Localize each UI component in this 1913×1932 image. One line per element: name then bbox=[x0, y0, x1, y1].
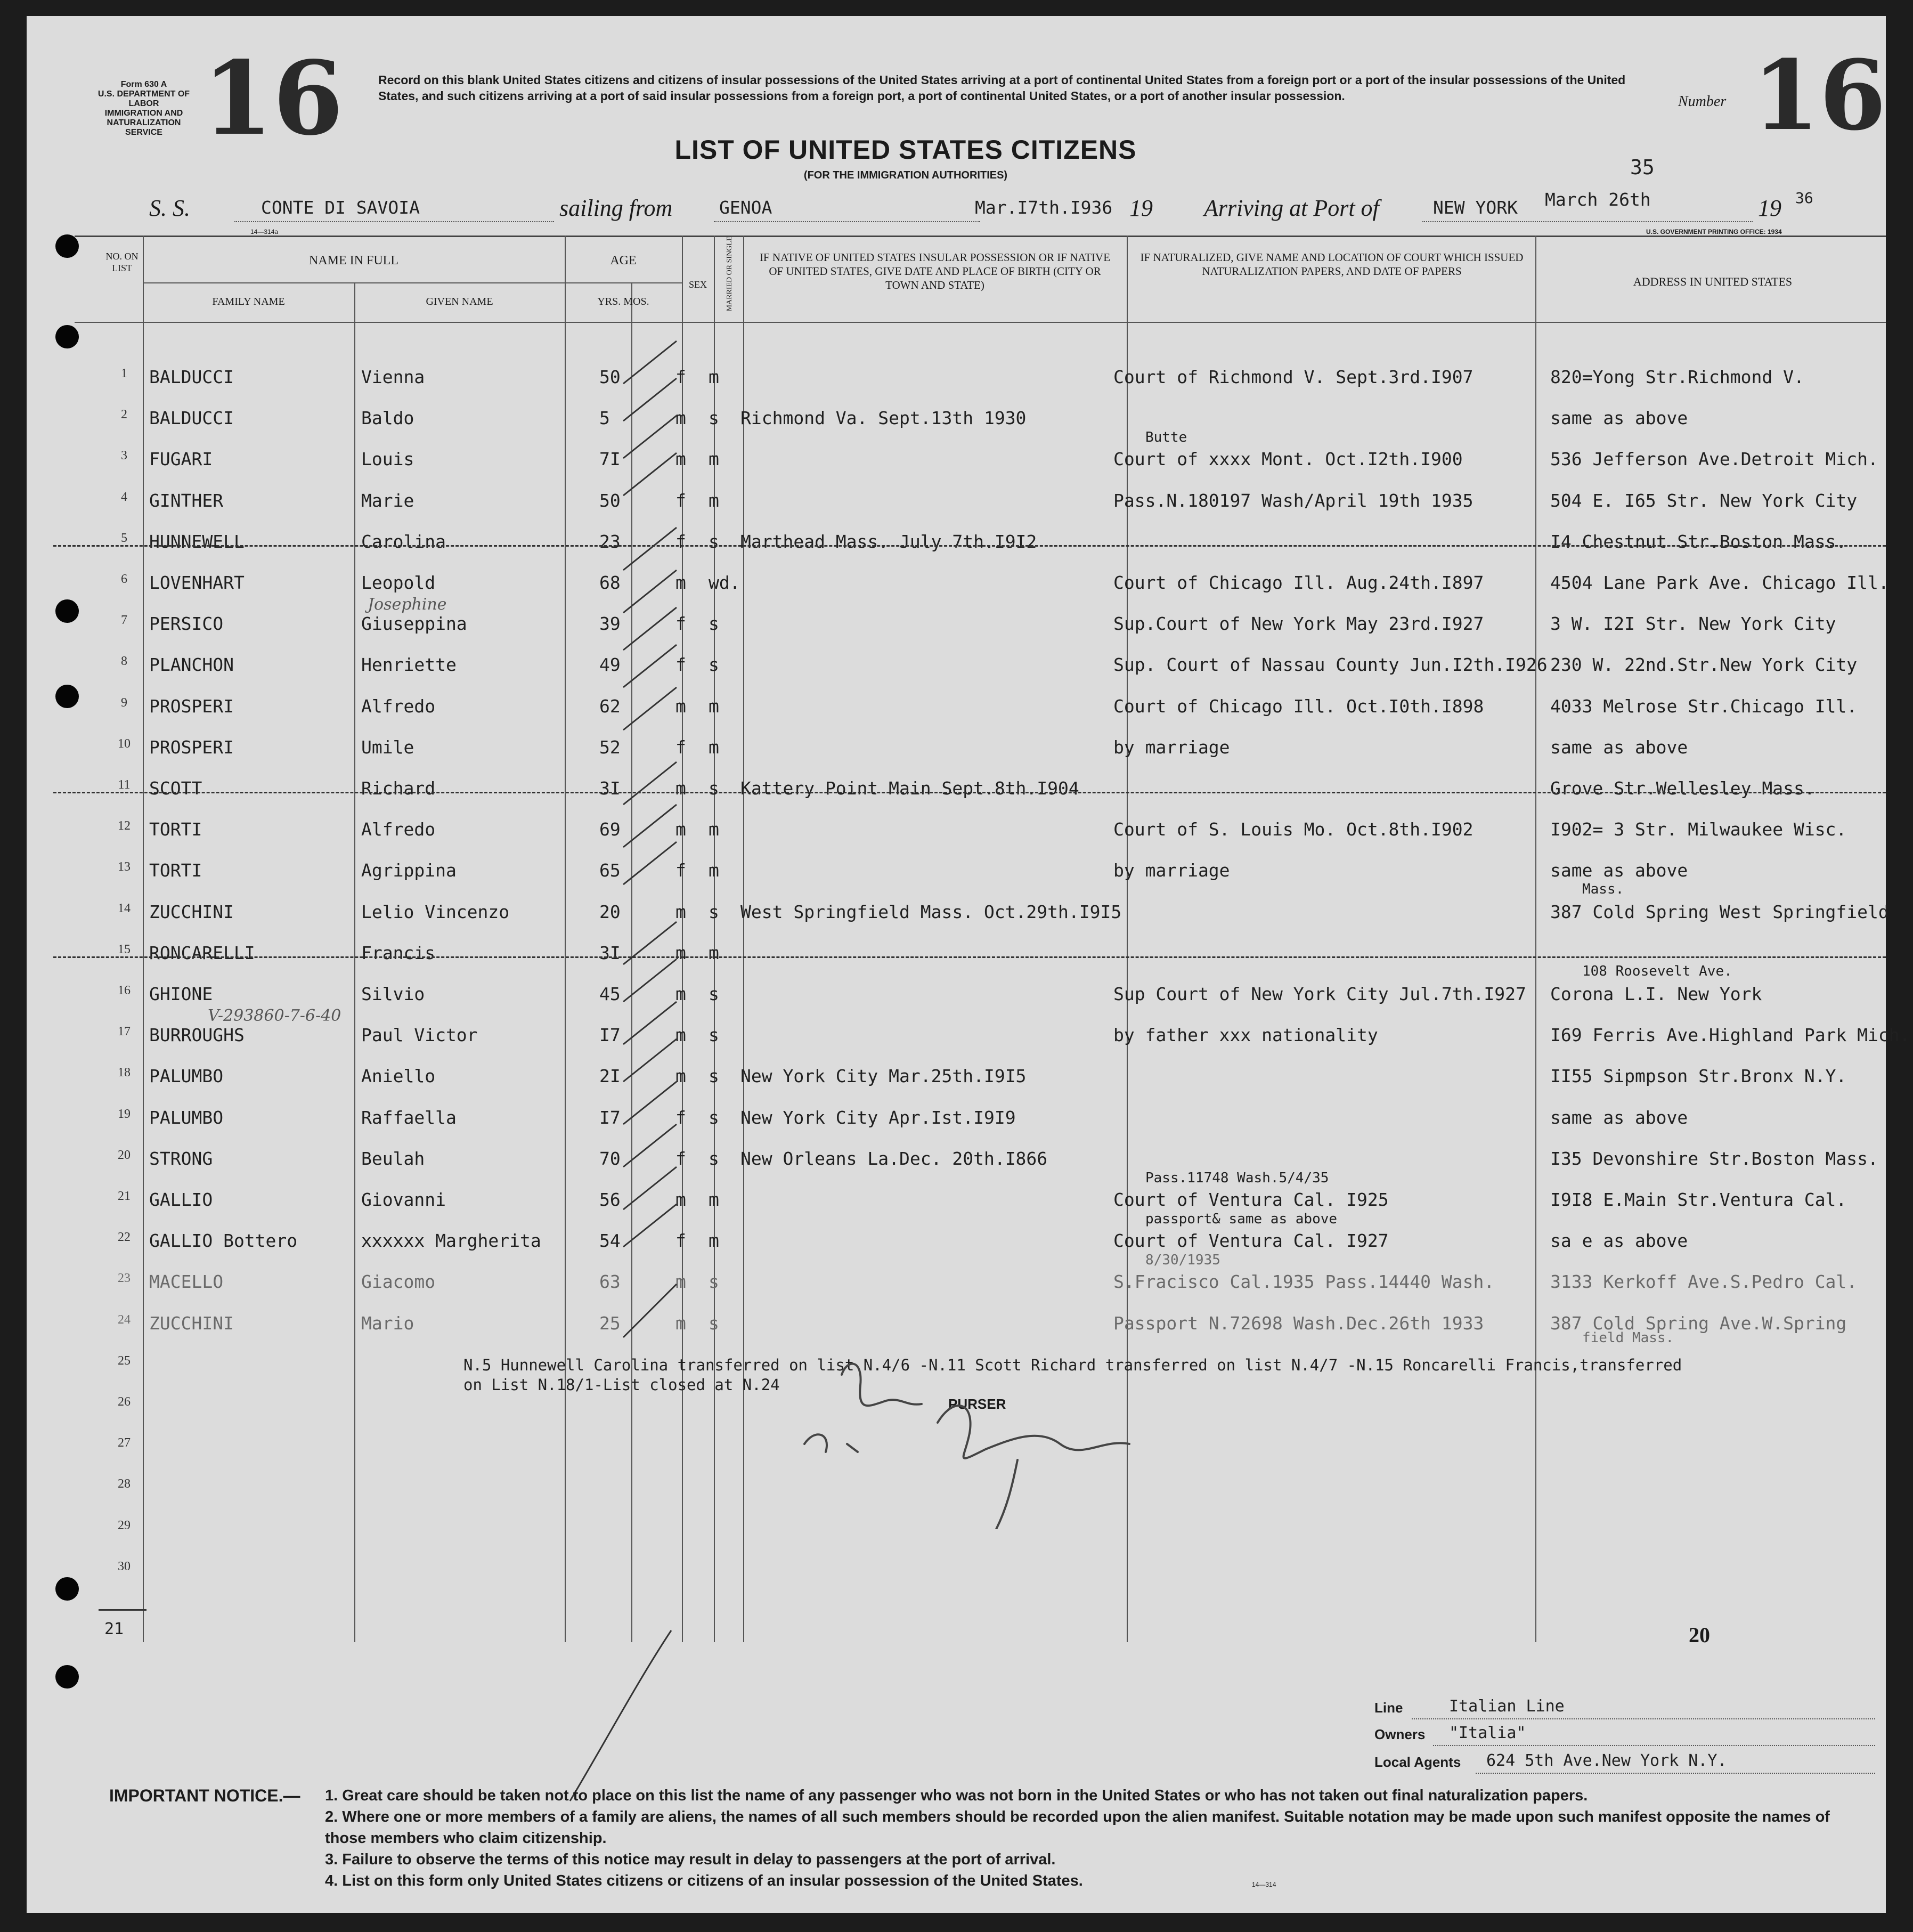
sex: m bbox=[675, 695, 686, 717]
given-name: Baldo bbox=[361, 408, 414, 429]
binder-hole bbox=[55, 685, 79, 708]
given-name: Paul Victor bbox=[361, 1025, 478, 1046]
port-to: NEW YORK bbox=[1433, 197, 1518, 218]
sex: m bbox=[675, 984, 686, 1004]
given-name: Alfredo bbox=[361, 819, 436, 840]
ship-name: CONTE DI SAVOIA bbox=[261, 197, 420, 218]
married-single: m bbox=[709, 490, 719, 511]
col-yrs-mos: YRS. MOS. bbox=[597, 296, 649, 307]
sex: m bbox=[675, 1271, 686, 1293]
address: 3 W. I2I Str. New York City bbox=[1550, 613, 1836, 635]
col-family-name: FAMILY NAME bbox=[212, 296, 285, 307]
row-number: 14 bbox=[118, 901, 131, 915]
given-name: Agrippina bbox=[361, 860, 457, 881]
count-right: 20 bbox=[1689, 1623, 1710, 1647]
row-number: 5 bbox=[121, 531, 127, 545]
address: same as above bbox=[1550, 1107, 1688, 1128]
address: 387 Cold Spring Ave.W.Spring bbox=[1550, 1312, 1847, 1334]
naturalization: Sup.Court of New York May 23rd.I927 bbox=[1113, 613, 1484, 635]
address: 387 Cold Spring West Springfield bbox=[1550, 901, 1889, 922]
table-row bbox=[27, 737, 1886, 776]
binder-hole bbox=[55, 1665, 79, 1689]
row-number: 1 bbox=[121, 367, 127, 380]
department: U.S. DEPARTMENT OF LABOR bbox=[97, 90, 190, 108]
col-married: MARRIED OR SINGLE bbox=[726, 236, 734, 312]
long-check-stroke bbox=[559, 1625, 687, 1806]
given-name: Carolina bbox=[361, 531, 446, 552]
family-name: PALUMBO bbox=[149, 1107, 224, 1128]
row-number: 29 bbox=[118, 1518, 131, 1532]
family-name: TORTI bbox=[149, 860, 202, 881]
purser-label: PURSER bbox=[948, 1396, 1006, 1412]
age: 70 bbox=[599, 1148, 621, 1169]
row-number: 9 bbox=[121, 695, 127, 710]
married-single: s bbox=[709, 901, 719, 922]
age: 68 bbox=[599, 572, 621, 593]
date-to: March 26th bbox=[1545, 189, 1651, 210]
sex: m bbox=[675, 1312, 686, 1334]
family-name: MACELLO bbox=[149, 1271, 224, 1293]
given-name: Richard bbox=[361, 778, 436, 799]
married-single: s bbox=[709, 654, 719, 676]
sex: m bbox=[675, 778, 686, 799]
address-note: Mass. bbox=[1582, 881, 1624, 897]
sex: f bbox=[675, 1107, 686, 1128]
address-note: 108 Roosevelt Ave. bbox=[1582, 963, 1732, 979]
notice-heading: IMPORTANT NOTICE.— bbox=[109, 1786, 300, 1805]
row-number: 15 bbox=[118, 942, 131, 956]
married-single: m bbox=[709, 695, 719, 717]
age: 49 bbox=[599, 654, 621, 676]
closing-note-line-2: on List N.18/1-List closed at N.24 bbox=[463, 1376, 780, 1394]
col-naturalized: IF NATURALIZED, GIVE NAME AND LOCATION OF COURT WHICH ISSUED NATURALIZATION PAPERS, AND DATE OF PAPERS bbox=[1140, 251, 1524, 278]
col-name-in-full: NAME IN FULL bbox=[309, 254, 398, 267]
family-name: BALDUCCI bbox=[149, 408, 234, 429]
col-no: NO. ON LIST bbox=[105, 251, 139, 273]
sex: m bbox=[675, 572, 686, 593]
col-sex: SEX bbox=[688, 279, 707, 290]
sex: m bbox=[675, 901, 686, 922]
given-name: Leopold bbox=[361, 572, 436, 593]
married-single: s bbox=[709, 1148, 719, 1169]
row-number: 22 bbox=[118, 1230, 131, 1245]
married-single: s bbox=[709, 1312, 719, 1334]
age: 50 bbox=[599, 367, 621, 387]
strike-through-line bbox=[53, 792, 1886, 793]
birth-place: Richmond Va. Sept.13th 1930 bbox=[740, 408, 1027, 429]
given-name: Umile bbox=[361, 736, 414, 758]
naturalization-note: passport& same as above bbox=[1145, 1211, 1338, 1228]
notice-item-4: 4. List on this form only United States citizens or citizens of an insular possession of the United States. bbox=[325, 1872, 1083, 1889]
row-number: 21 bbox=[118, 1189, 131, 1203]
naturalization: Court of Ventura Cal. I927 bbox=[1113, 1230, 1389, 1252]
age: 7I bbox=[599, 449, 621, 470]
family-name: HUNNEWELL bbox=[149, 531, 245, 552]
table-row bbox=[27, 595, 1886, 653]
sex: m bbox=[675, 1025, 686, 1046]
married-single: m bbox=[709, 1189, 719, 1210]
family-name: GHIONE bbox=[149, 984, 213, 1004]
address: I4 Chestnut Str.Boston Mass. bbox=[1550, 531, 1847, 552]
page-title: LIST OF UNITED STATES CITIZENS bbox=[674, 135, 1137, 165]
ss-label: S. S. bbox=[149, 195, 190, 221]
naturalization: Court of Chicago Ill. Oct.I0th.I898 bbox=[1113, 695, 1484, 717]
age: 45 bbox=[599, 984, 621, 1004]
birth-place: Marthead Mass. July 7th.I9I2 bbox=[740, 531, 1037, 552]
family-name-note: V-293860-7-6-40 bbox=[208, 1006, 341, 1026]
given-name: Giacomo bbox=[361, 1271, 436, 1293]
row-number: 24 bbox=[118, 1312, 131, 1327]
family-name: PLANCHON bbox=[149, 654, 234, 676]
naturalization: by marriage bbox=[1113, 736, 1230, 758]
naturalization: Passport N.72698 Wash.Dec.26th 1933 bbox=[1113, 1312, 1484, 1334]
birth-place: New York City Apr.Ist.I9I9 bbox=[740, 1107, 1016, 1128]
family-name: STRONG bbox=[149, 1148, 213, 1169]
closing-note-line-1: N.5 Hunnewell Carolina transferred on list N.4/6 -N.11 Scott Richard transferred on list N.4/7 -N.15 Roncarelli Francis,transferred bbox=[463, 1356, 1682, 1374]
married-single: s bbox=[709, 531, 719, 552]
binder-hole bbox=[55, 234, 79, 258]
address-continued: field Mass. bbox=[1582, 1329, 1674, 1346]
row-number: 3 bbox=[121, 449, 127, 463]
row-number: 13 bbox=[118, 860, 131, 874]
given-name: Beulah bbox=[361, 1148, 425, 1169]
row-number: 20 bbox=[118, 1148, 131, 1162]
married-single: s bbox=[709, 778, 719, 799]
naturalization: Court of Ventura Cal. I925 bbox=[1113, 1189, 1389, 1210]
row-number: 8 bbox=[121, 654, 127, 669]
notice-item-2: 2. Where one or more members of a family are aliens, the names of all such members should be recorded upon the alien manifest. Suitable notation may be made upon such manifest opposite the names of those members who claim citizenship. bbox=[325, 1808, 1830, 1847]
sex: m bbox=[675, 408, 686, 429]
table-row bbox=[27, 531, 1886, 571]
married-single: m bbox=[709, 736, 719, 758]
address: same as above bbox=[1550, 408, 1688, 429]
given-name: Mario bbox=[361, 1312, 414, 1334]
birth-place: New Orleans La.Dec. 20th.I866 bbox=[740, 1148, 1048, 1169]
strike-through-line bbox=[53, 545, 1886, 547]
sex: f bbox=[675, 654, 686, 676]
age: 20 bbox=[599, 901, 621, 922]
age: 56 bbox=[599, 1189, 621, 1210]
row-number: 16 bbox=[118, 984, 131, 997]
sex: f bbox=[675, 1148, 686, 1169]
arriving-label: Arriving at Port of bbox=[1204, 195, 1379, 221]
col-address: ADDRESS IN UNITED STATES bbox=[1633, 275, 1793, 288]
birth-place: New York City Mar.25th.I9I5 bbox=[740, 1066, 1027, 1087]
age: 52 bbox=[599, 736, 621, 758]
row-number: 26 bbox=[118, 1395, 131, 1409]
row-number: 25 bbox=[118, 1353, 131, 1368]
age: 23 bbox=[599, 531, 621, 552]
address: Grove Str.Wellesley Mass. bbox=[1550, 778, 1815, 799]
address: 230 W. 22nd.Str.New York City bbox=[1550, 654, 1858, 676]
married-single: m bbox=[709, 367, 719, 387]
sex: m bbox=[675, 449, 686, 470]
table-row bbox=[27, 367, 1886, 406]
naturalization: Court of Richmond V. Sept.3rd.I907 bbox=[1113, 367, 1474, 387]
page-mark: 35 bbox=[1630, 156, 1655, 179]
notice-item-1: 1. Great care should be taken not to place on this list the name of any passenger who was not born in the United States or who has not taken out final naturalization papers. bbox=[325, 1787, 1588, 1804]
address: II55 Sipmpson Str.Bronx N.Y. bbox=[1550, 1066, 1847, 1087]
address: I902= 3 Str. Milwaukee Wisc. bbox=[1550, 819, 1847, 840]
address: Corona L.I. New York bbox=[1550, 984, 1762, 1004]
married-single: m bbox=[709, 860, 719, 881]
notice-item-3: 3. Failure to observe the terms of this notice may result in delay to passengers at the port of arrival. bbox=[325, 1851, 1056, 1868]
address: 504 E. I65 Str. New York City bbox=[1550, 490, 1858, 511]
manifest-sheet bbox=[27, 16, 1910, 1913]
given-name: xxxxxx Margherita bbox=[361, 1230, 541, 1252]
table-row bbox=[27, 1006, 1910, 1064]
check-marks bbox=[613, 325, 740, 1369]
married-single: s bbox=[709, 1066, 719, 1087]
family-name: RONCARELLI bbox=[149, 942, 255, 963]
agents-value: 624 5th Ave.New York N.Y. bbox=[1486, 1751, 1727, 1770]
year-label-1: 19 bbox=[1129, 195, 1153, 221]
table-row bbox=[27, 1066, 1886, 1105]
given-name-note: Josephine bbox=[368, 595, 447, 614]
table-row bbox=[27, 778, 1886, 817]
line-value: Italian Line bbox=[1449, 1697, 1565, 1716]
married-single: m bbox=[709, 449, 719, 470]
table-row bbox=[27, 1148, 1886, 1188]
row-number: 6 bbox=[121, 572, 127, 586]
address: sa e as above bbox=[1550, 1230, 1688, 1252]
table-row bbox=[27, 1560, 1886, 1599]
family-name: PROSPERI bbox=[149, 695, 234, 717]
family-name: LOVENHART bbox=[149, 572, 245, 593]
birth-place: Kattery Point Main Sept.8th.I904 bbox=[740, 778, 1079, 799]
given-name: Lelio Vincenzo bbox=[361, 901, 510, 922]
table-row bbox=[27, 1170, 1886, 1229]
given-name: Giuseppina bbox=[361, 613, 467, 635]
age: 65 bbox=[599, 860, 621, 881]
year-value-2: 36 bbox=[1795, 189, 1813, 207]
age: 69 bbox=[599, 819, 621, 840]
given-name: Henriette bbox=[361, 654, 457, 676]
family-name: GALLIO Bottero bbox=[149, 1230, 298, 1252]
sex: f bbox=[675, 613, 686, 635]
naturalization: Sup Court of New York City Jul.7th.I927 bbox=[1113, 984, 1526, 1004]
service-line-1: IMMIGRATION AND bbox=[104, 109, 183, 118]
family-name: FUGARI bbox=[149, 449, 213, 470]
address: 4033 Melrose Str.Chicago Ill. bbox=[1550, 695, 1858, 717]
age: I7 bbox=[599, 1107, 621, 1128]
family-name: ZUCCHINI bbox=[149, 901, 234, 922]
married-single: m bbox=[709, 1230, 719, 1252]
binder-hole bbox=[55, 1577, 79, 1601]
sex: f bbox=[675, 860, 686, 881]
sex: m bbox=[675, 1066, 686, 1087]
printer-imprint: U.S. GOVERNMENT PRINTING OFFICE: 1934 bbox=[1646, 228, 1782, 236]
family-name: GINTHER bbox=[149, 490, 224, 511]
address: same as above bbox=[1550, 736, 1688, 758]
naturalization: Court of Chicago Ill. Aug.24th.I897 bbox=[1113, 572, 1484, 593]
table-row bbox=[27, 1252, 1886, 1311]
owners-value: "Italia" bbox=[1449, 1724, 1526, 1742]
age: 2I bbox=[599, 1066, 621, 1087]
address: 4504 Lane Park Ave. Chicago Ill. bbox=[1550, 572, 1889, 593]
address: 3133 Kerkoff Ave.S.Pedro Cal. bbox=[1550, 1271, 1858, 1293]
married-single: m bbox=[709, 819, 719, 840]
age: 54 bbox=[599, 1230, 621, 1252]
form-id-block bbox=[96, 80, 192, 137]
table-row bbox=[27, 408, 1886, 447]
given-name: Marie bbox=[361, 490, 414, 511]
birth-place: West Springfield Mass. Oct.29th.I9I5 bbox=[740, 901, 1122, 922]
page-subtitle: (FOR THE IMMIGRATION AUTHORITIES) bbox=[803, 169, 1008, 181]
naturalization-note: 8/30/1935 bbox=[1145, 1252, 1220, 1269]
age: 39 bbox=[599, 613, 621, 635]
number-label: Number bbox=[1678, 93, 1727, 110]
age: 50 bbox=[599, 490, 621, 511]
table-row bbox=[27, 1211, 1886, 1270]
family-name: PALUMBO bbox=[149, 1066, 224, 1087]
col-age: AGE bbox=[610, 254, 637, 267]
age: 62 bbox=[599, 695, 621, 717]
form-id: Form 630 A bbox=[120, 80, 167, 89]
naturalization: S.Fracisco Cal.1935 Pass.14440 Wash. bbox=[1113, 1271, 1495, 1293]
col-given-name: GIVEN NAME bbox=[426, 296, 493, 307]
col-native-birth: IF NATIVE OF UNITED STATES INSULAR POSSESSION OR IF NATIVE OF UNITED STATES, GIVE DATE AND PLACE OF BIRTH (CITY OR TOWN AND STATE) bbox=[759, 251, 1111, 291]
count-left: 21 bbox=[104, 1620, 124, 1638]
printer-code: 14—314a bbox=[250, 228, 279, 236]
age: 63 bbox=[599, 1271, 621, 1293]
table-row bbox=[27, 819, 1886, 858]
address: I9I8 E.Main Str.Ventura Cal. bbox=[1550, 1189, 1847, 1210]
address: I35 Devonshire Str.Boston Mass. bbox=[1550, 1148, 1878, 1169]
notice-code: 14—314 bbox=[1252, 1881, 1276, 1888]
address: 536 Jefferson Ave.Detroit Mich. bbox=[1550, 449, 1878, 470]
family-name: GALLIO bbox=[149, 1189, 213, 1210]
naturalization: Sup. Court of Nassau County Jun.I2th.I926 bbox=[1113, 654, 1548, 676]
given-name: Francis bbox=[361, 942, 436, 963]
sex: f bbox=[675, 1230, 686, 1252]
sex: f bbox=[675, 531, 686, 552]
line-label: Line bbox=[1374, 1700, 1403, 1716]
naturalization-note: Pass.11748 Wash.5/4/35 bbox=[1145, 1170, 1329, 1186]
instruction-text: Record on this blank United States citizens and citizens of insular possessions of the United States arriving at a port of continental United States from a foreign port or a port of the insular possessions of the United States, and such citizens arriving at a port of said insular possessions from a foreign port, a port of continental United States, or a port of another insular possession. bbox=[378, 73, 1626, 103]
sex: m bbox=[675, 819, 686, 840]
strike-through-line bbox=[53, 956, 1886, 958]
given-name: Silvio bbox=[361, 984, 425, 1004]
family-name: SCOTT bbox=[149, 778, 202, 799]
married-single: s bbox=[709, 1107, 719, 1128]
age: 25 bbox=[599, 1312, 621, 1334]
family-name: ZUCCHINI bbox=[149, 1312, 234, 1334]
family-name: PERSICO bbox=[149, 613, 224, 635]
row-number: 17 bbox=[118, 1025, 131, 1039]
married-single: m bbox=[709, 942, 719, 963]
table-row bbox=[27, 654, 1886, 694]
naturalization: Court of S. Louis Mo. Oct.8th.I902 bbox=[1113, 819, 1474, 840]
row-number: 11 bbox=[118, 778, 131, 792]
married-single: s bbox=[709, 1271, 719, 1293]
row-number: 18 bbox=[118, 1066, 131, 1080]
row-number: 27 bbox=[118, 1436, 131, 1450]
row-number: 28 bbox=[118, 1477, 131, 1491]
sex: m bbox=[675, 942, 686, 963]
sex: f bbox=[675, 367, 686, 387]
age: I7 bbox=[599, 1025, 621, 1046]
address: 820=Yong Str.Richmond V. bbox=[1550, 367, 1804, 387]
port-from: GENOA bbox=[719, 197, 772, 218]
given-name: Vienna bbox=[361, 367, 425, 387]
table-row bbox=[27, 490, 1886, 530]
naturalization: Pass.N.180197 Wash/April 19th 1935 bbox=[1113, 490, 1474, 511]
married-single: wd. bbox=[709, 572, 740, 593]
row-number: 12 bbox=[118, 819, 131, 833]
row-number: 10 bbox=[118, 736, 131, 751]
given-name: Alfredo bbox=[361, 695, 436, 717]
agents-label: Local Agents bbox=[1374, 1754, 1461, 1770]
sex: f bbox=[675, 490, 686, 511]
given-name: Raffaella bbox=[361, 1107, 457, 1128]
age: 5 bbox=[599, 408, 610, 429]
sailing-from-label: sailing from bbox=[559, 195, 673, 221]
purser-signature bbox=[762, 1337, 1295, 1529]
year-label-2: 19 bbox=[1758, 195, 1781, 221]
row-number: 23 bbox=[118, 1271, 131, 1286]
naturalization-note: Butte bbox=[1145, 429, 1187, 446]
address: same as above bbox=[1550, 860, 1688, 881]
row-number: 2 bbox=[121, 408, 127, 422]
sex: m bbox=[675, 1189, 686, 1210]
sex: f bbox=[675, 736, 686, 758]
table-row bbox=[27, 696, 1886, 735]
given-name: Louis bbox=[361, 449, 414, 470]
age: 3I bbox=[599, 942, 621, 963]
table-row bbox=[27, 429, 1886, 488]
married-single: s bbox=[709, 613, 719, 635]
row-number: 30 bbox=[118, 1559, 131, 1573]
family-name: BALDUCCI bbox=[149, 367, 234, 387]
age: 3I bbox=[599, 778, 621, 799]
row-number: 4 bbox=[121, 490, 127, 504]
row-number: 19 bbox=[118, 1107, 131, 1121]
naturalization: by marriage bbox=[1113, 860, 1230, 881]
address: I69 Ferris Ave.Highland Park Mich. bbox=[1550, 1025, 1910, 1046]
date-from: Mar.I7th.I936 bbox=[975, 197, 1113, 218]
list-number-stamp-left: 16 bbox=[202, 39, 344, 158]
family-name: BURROUGHS bbox=[149, 1025, 245, 1046]
list-number-stamp-right: 16 bbox=[1753, 39, 1886, 152]
given-name: Aniello bbox=[361, 1066, 436, 1087]
married-single: s bbox=[709, 408, 719, 429]
married-single: s bbox=[709, 1025, 719, 1046]
binder-hole bbox=[55, 325, 79, 348]
service-line-2: NATURALIZATION SERVICE bbox=[107, 118, 181, 137]
binder-hole bbox=[55, 599, 79, 623]
family-name: PROSPERI bbox=[149, 736, 234, 758]
naturalization: Court of xxxx Mont. Oct.I2th.I900 bbox=[1113, 449, 1463, 470]
table-row bbox=[27, 1107, 1886, 1147]
given-name: Giovanni bbox=[361, 1189, 446, 1210]
table-row bbox=[27, 572, 1889, 612]
family-name: TORTI bbox=[149, 819, 202, 840]
table-row bbox=[27, 881, 1889, 941]
row-number: 7 bbox=[121, 613, 127, 628]
married-single: s bbox=[709, 984, 719, 1004]
naturalization: by father xxx nationality bbox=[1113, 1025, 1378, 1046]
owners-label: Owners bbox=[1374, 1726, 1426, 1742]
